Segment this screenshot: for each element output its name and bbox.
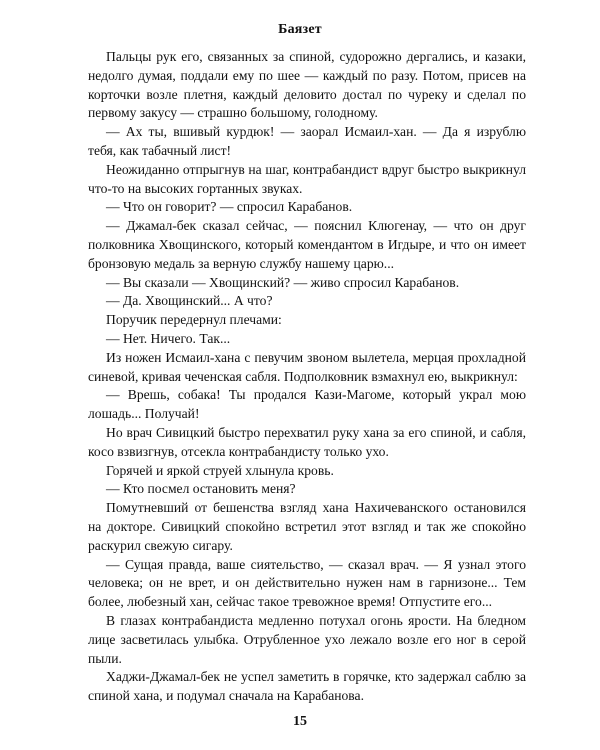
body-text <box>88 48 526 706</box>
paragraph-18: Хаджи-Джамал-бек не успел заметить в горячке, кто задержал саблю за спиной хана, и подумал сначала на Карабанова. <box>88 669 526 704</box>
paragraph-8: Поручик передернул плечами: <box>106 312 282 328</box>
paragraph-3: Неожиданно отпрыгнув на шаг, контрабандист вдруг быстро выкрикнул что-то на высоких гортанных звуках. <box>88 161 526 196</box>
paragraph-16: — Сущая правда, ваше сиятельство, — сказал врач. — Я узнал этого человека; он не врет, и он действительно нужен нам в гарнизоне... Тем более, любезный хан, сейчас такое тревожное время! Отпустите его... <box>88 556 526 610</box>
paragraph-11: — Врешь, собака! Ты продался Кази-Магоме, который украл мою лошадь... Получай! <box>88 387 526 422</box>
paragraph-2: — Ах ты, вшивый курдюк! — заорал Исмаил-хан. — Да я изрублю тебя, как табачный лист! <box>88 124 526 158</box>
paragraph-13: Горячей и яркой струей хлынула кровь. <box>106 462 334 478</box>
paragraph-7: — Да. Хвощинский... А что? <box>106 293 273 309</box>
paragraph-17: В глазах контрабандиста медленно потухал огонь ярости. На бледном лице засветилась улыбка. Отрубленное ухо лежало возле его ног в серой пыли. <box>88 612 526 666</box>
paragraph-12: Но врач Сивицкий быстро перехватил руку хана за его спиной, и сабля, косо взвизгнув, отсекла контрабандисту только ухо. <box>88 424 526 459</box>
paragraph-14: — Кто посмел остановить меня? <box>106 481 296 497</box>
page-number: 15 <box>293 714 307 729</box>
paragraph-4: — Что он говорит? — спросил Карабанов. <box>106 199 353 215</box>
paragraph-5: — Джамал-бек сказал сейчас, — пояснил Клюгенау, — что он друг полковника Хвощинского, который комендантом в Игдыре, и что он имеет бронзовую медаль за верную службу нашему царю... <box>88 218 526 271</box>
paragraph-15: Помутневший от бешенства взгляд хана Нахичеванского остановился на докторе. Сивицкий спокойно встретил этот взгляд и так же спокойно раскурил свежую сигару. <box>88 500 526 553</box>
paragraph-6: — Вы сказали — Хвощинский? — живо спросил Карабанов. <box>106 274 460 290</box>
paragraph-1: Пальцы рук его, связанных за спиной, судорожно дергались, и казаки, недолго думая, поддали ему по шее — каждый по разу. Потом, присев на корточки возле плетня, каждый деловито достал по чуреку и сделал по первому закусу — страшно большому, голодному. <box>88 49 526 121</box>
paragraph-10: Из ножен Исмаил-хана с певучим звоном вылетела, мерцая прохладной синевой, кривая чеченская сабля. Подполковник взмахнул ею, выкрикнул: <box>88 349 526 384</box>
paragraph-9: — Нет. Ничего. Так... <box>106 330 231 346</box>
running-head: Баязет <box>278 22 322 37</box>
